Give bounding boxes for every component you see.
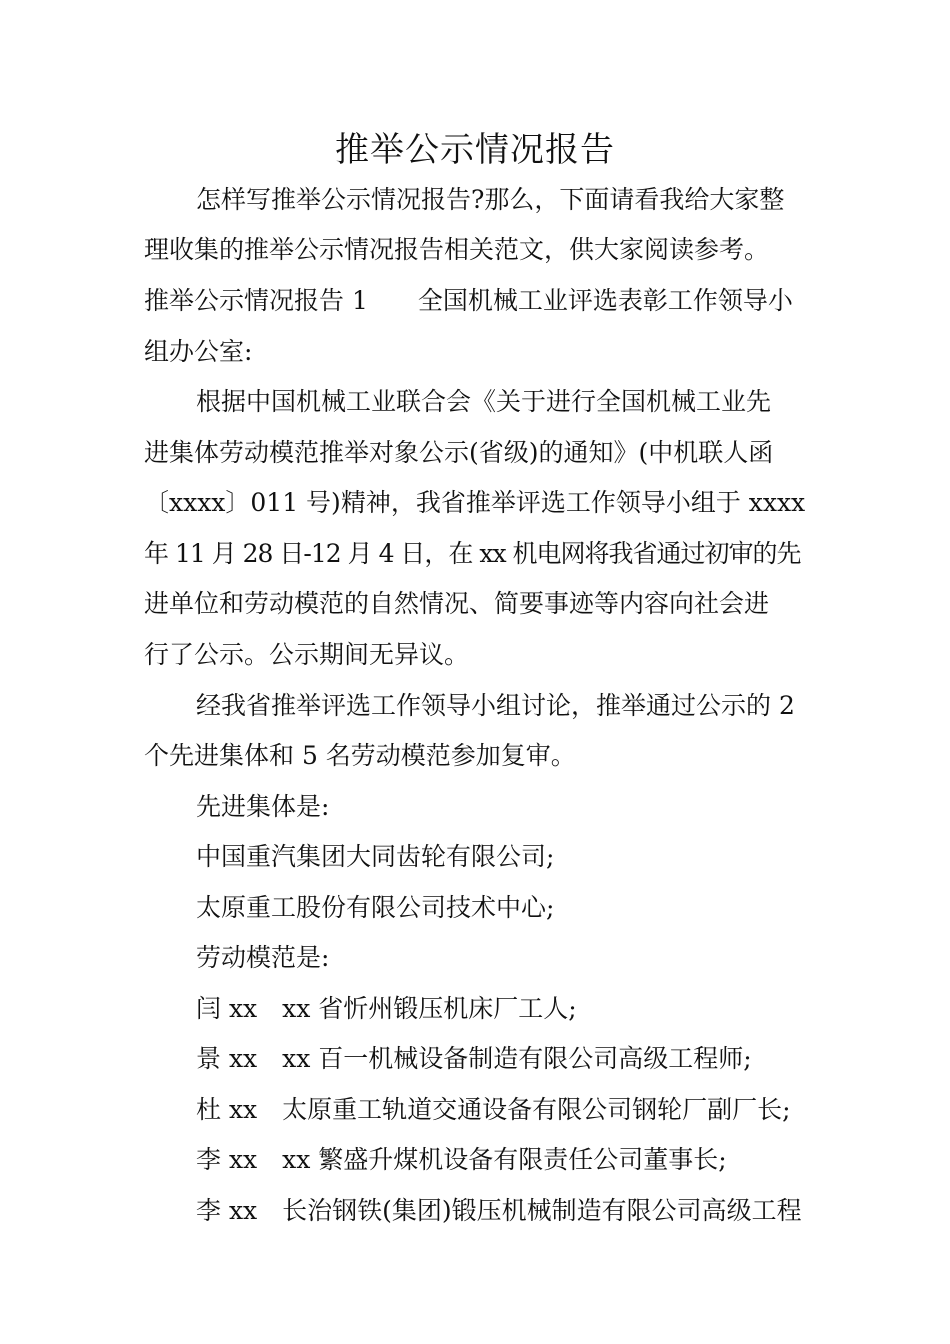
paragraph-line: 年 11 月 28 日-12 月 4 日，在 xx 机电网将我省通过初审的先 [144, 539, 801, 568]
paragraph-line: 进集体劳动模范推举对象公示(省级)的通知》(中机联人函 [144, 438, 774, 467]
list-item: 杜 xx 太原重工轨道交通设备有限公司钢轮厂副厂长; [196, 1095, 791, 1124]
paragraph-line: 劳动模范是: [196, 943, 330, 972]
paragraph-line: 理收集的推举公示情况报告相关范文，供大家阅读参考。 [144, 235, 770, 264]
paragraph-line: 个先进集体和 5 名劳动模范参加复审。 [144, 741, 576, 770]
paragraph-line: 组办公室: [144, 337, 253, 366]
document-title: 推举公示情况报告 [335, 130, 615, 170]
paragraph-line: 推举公示情况报告 1 全国机械工业评选表彰工作领导小 [144, 286, 793, 315]
list-item: 李 xx xx 繁盛升煤机设备有限责任公司董事长; [196, 1145, 727, 1174]
paragraph-line: 根据中国机械工业联合会《关于进行全国机械工业先 [196, 387, 772, 416]
list-item: 闫 xx xx 省忻州锻压机床厂工人; [196, 994, 577, 1023]
list-item: 景 xx xx 百一机械设备制造有限公司高级工程师; [196, 1044, 752, 1073]
paragraph-line: 怎样写推举公示情况报告?那么，下面请看我给大家整 [196, 185, 785, 214]
paragraph-line: 进单位和劳动模范的自然情况、简要事迹等内容向社会进 [144, 589, 770, 618]
paragraph-line: 行了公示。公示期间无异议。 [144, 640, 470, 669]
list-item: 李 xx 长治钢铁(集团)锻压机械制造有限公司高级工程 [196, 1196, 802, 1225]
paragraph-line: 先进集体是: [196, 792, 330, 821]
paragraph-line: 经我省推举评选工作领导小组讨论，推举通过公示的 2 [196, 691, 795, 720]
list-item: 太原重工股份有限公司技术中心; [196, 893, 555, 922]
list-item: 中国重汽集团大同齿轮有限公司; [196, 842, 555, 871]
paragraph-line: 〔xxxx〕011 号)精神，我省推举评选工作领导小组于 xxxx [144, 488, 806, 517]
